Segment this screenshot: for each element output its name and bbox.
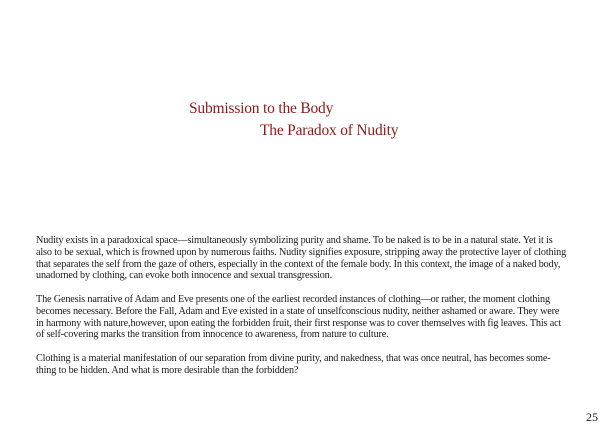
paragraph-line: The Genesis narrative of Adam and Eve presents one of the earliest recorded instances of clothing—or rather, the moment clothing <box>36 293 550 305</box>
title-line-1: Submission to the Body <box>189 100 334 117</box>
paragraph-3 <box>36 353 581 377</box>
paragraph-line: also to be sexual, which is frowned upon by numerous faiths. Nudity signifies exposure, stripping away the protective layer of clothing <box>36 246 567 258</box>
paragraph-line: Clothing is a material manifestation of our separation from divine purity, and nakedness, that was once neutral, has becomes some- <box>36 352 551 364</box>
title-line-2: The Paradox of Nudity <box>260 122 399 139</box>
paragraph-2 <box>36 294 581 341</box>
paragraph-line: that separates the self from the gaze of others, especially in the context of the female body. In this context, the image of a naked body, <box>36 258 561 270</box>
paragraph-line: of self-covering marks the transition from innocence to awareness, from nature to culture. <box>36 329 389 341</box>
paragraph-line: thing to be hidden. And what is more desirable than the forbidden? <box>36 364 299 376</box>
page-number: 25 <box>586 410 598 424</box>
paragraph-line: in harmony with nature,however, upon eating the forbidden fruit, their first response was to cover themselves with fig leaves. This act <box>36 317 562 329</box>
paragraph-line: unadorned by clothing, can evoke both innocence and sexual transgression. <box>36 270 332 282</box>
paragraph-line: Nudity exists in a paradoxical space—simultaneously symbolizing purity and shame. To be naked is to be in a natural state. Yet it is <box>36 235 553 246</box>
paragraph-1 <box>36 235 581 282</box>
paragraph-line: becomes necessary. Before the Fall, Adam and Eve existed in a state of unselfconscious nudity, neither ashamed or aware. They were <box>36 305 560 317</box>
body-text <box>36 235 581 388</box>
